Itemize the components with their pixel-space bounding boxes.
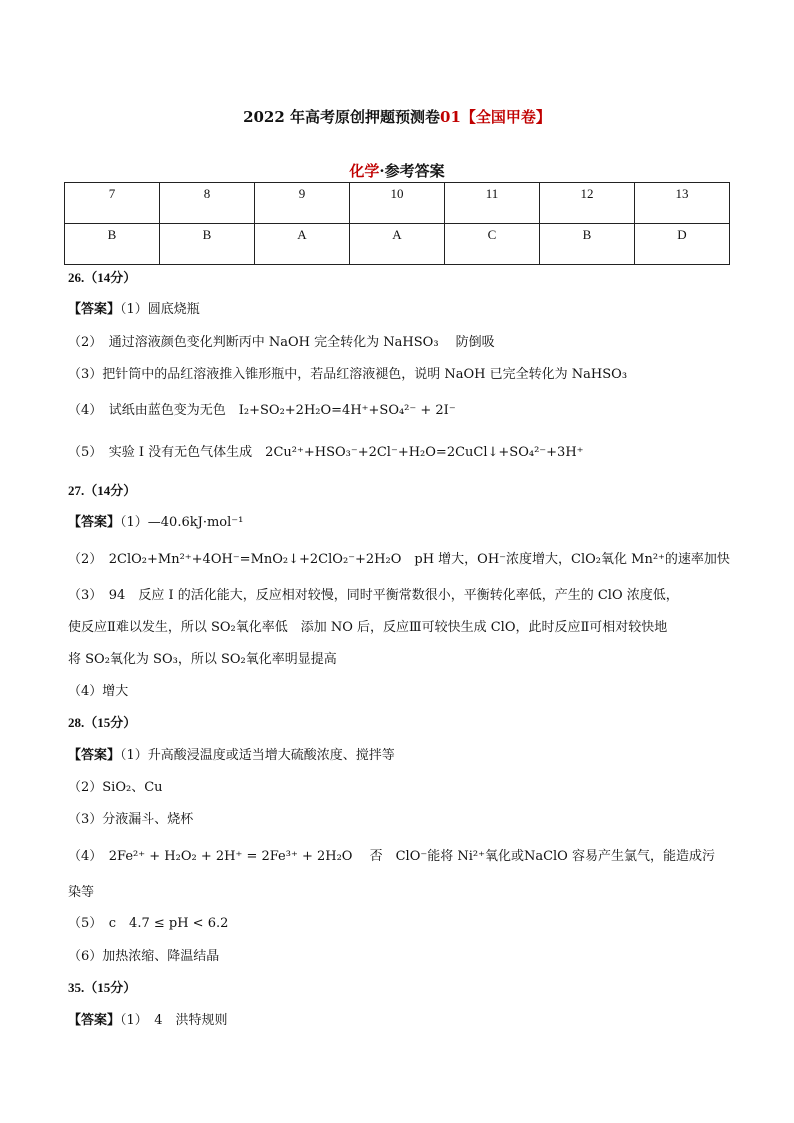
answer-label: 【答案】 (68, 302, 121, 317)
q27-answer-line-3: （3） 94 反应 I 的活化能大，反应相对较慢，同时平衡常数很小，平衡转化率低，产生的 ClO 浓度低， (68, 588, 679, 603)
q26-answer-line-1 (68, 298, 200, 317)
q28-text-1: （1）升高酸浸温度或适当增大硫酸浓度、搅拌等 (120, 748, 395, 763)
q26-header: 26.（14分） (68, 270, 137, 285)
q26-answer-line-4: （4） 试纸由蓝色变为无色 I₂+SO₂+2H₂O=4H⁺+SO₄²⁻ + 2I⁻ (68, 403, 456, 418)
answer-cell: B (540, 224, 635, 265)
page-title (0, 106, 794, 127)
answer-table (64, 182, 730, 265)
q27-answer-line-6: （4）增大 (68, 684, 129, 699)
page-subtitle (0, 160, 794, 181)
q35-answer-line-1 (68, 1009, 228, 1028)
title-number: 01 (440, 108, 461, 126)
q28-answer-line-3: （3）分液漏斗、烧杯 (68, 812, 194, 827)
q27-answer-line-4: 使反应Ⅱ难以发生，所以 SO₂氧化率低 添加 NO 后，反应Ⅲ可较快生成 ClO，此时反应Ⅱ可相对较快地 (68, 620, 668, 635)
q35-header: 35.（15分） (68, 980, 137, 995)
q27-answer-line-5: 将 SO₂氧化为 SO₃，所以 SO₂氧化率明显提高 (68, 652, 337, 667)
q26-answer-line-2: （2） 通过溶液颜色变化判断丙中 NaOH 完全转化为 NaHSO₃ 防倒吸 (68, 335, 495, 350)
question-number-cell: 11 (445, 183, 540, 224)
question-number-cell: 10 (350, 183, 445, 224)
q35-text-1: （1） 4 洪特规则 (120, 1013, 228, 1028)
q26-answer-line-3: （3）把针筒中的品红溶液推入锥形瓶中，若品红溶液褪色，说明 NaOH 已完全转化为 NaHSO₃ (68, 367, 628, 382)
answer-label: 【答案】 (68, 1013, 121, 1028)
q28-answer-line-7: （6）加热浓缩、降温结晶 (68, 949, 220, 964)
subtitle-subject: 化学 (349, 162, 380, 180)
q28-answer-line-2: （2）SiO₂、Cu (68, 780, 163, 795)
q28-answer-line-1 (68, 744, 395, 763)
subtitle-rest: ·参考答案 (379, 162, 445, 180)
answer-cell: B (65, 224, 160, 265)
question-number-cell: 7 (65, 183, 160, 224)
answer-table-answer-row (65, 224, 730, 265)
answer-label: 【答案】 (68, 748, 121, 763)
q26-answer-line-5: （5） 实验 I 没有无色气体生成 2Cu²⁺+HSO₃⁻+2Cl⁻+H₂O=2CuCl↓+SO₄²⁻+3H⁺ (68, 445, 584, 460)
title-prefix: 2022 年高考原创押题预测卷 (243, 108, 441, 126)
question-number-cell: 12 (540, 183, 635, 224)
q28-answer-line-6: （5） c 4.7 ≤ pH < 6.2 (68, 916, 229, 931)
q27-answer-line-1 (68, 511, 243, 530)
answer-cell: D (635, 224, 730, 265)
question-number-cell: 13 (635, 183, 730, 224)
answer-cell: A (350, 224, 445, 265)
question-number-cell: 8 (160, 183, 255, 224)
title-bracket: 【全国甲卷】 (460, 108, 551, 126)
answer-cell: C (445, 224, 540, 265)
q26-text-1: （1）圆底烧瓶 (120, 302, 200, 317)
q28-answer-line-4: （4） 2Fe²⁺ + H₂O₂ + 2H⁺ = 2Fe³⁺ + 2H₂O 否 ClO⁻能将 Ni²⁺氧化或NaClO 容易产生氯气，能造成污 (68, 849, 715, 864)
q28-header: 28.（15分） (68, 715, 137, 730)
answer-table-header-row (65, 183, 730, 224)
q27-answer-line-2: （2） 2ClO₂+Mn²⁺+4OH⁻=MnO₂↓+2ClO₂⁻+2H₂O pH 增大，OH⁻浓度增大，ClO₂氧化 Mn²⁺的速率加快 (68, 552, 730, 567)
answer-label: 【答案】 (68, 515, 121, 530)
question-number-cell: 9 (255, 183, 350, 224)
q27-header: 27.（14分） (68, 483, 137, 498)
answer-cell: B (160, 224, 255, 265)
answer-cell: A (255, 224, 350, 265)
q27-text-1: （1）—40.6kJ·mol⁻¹ (120, 515, 244, 530)
q28-answer-line-5: 染等 (68, 885, 95, 900)
